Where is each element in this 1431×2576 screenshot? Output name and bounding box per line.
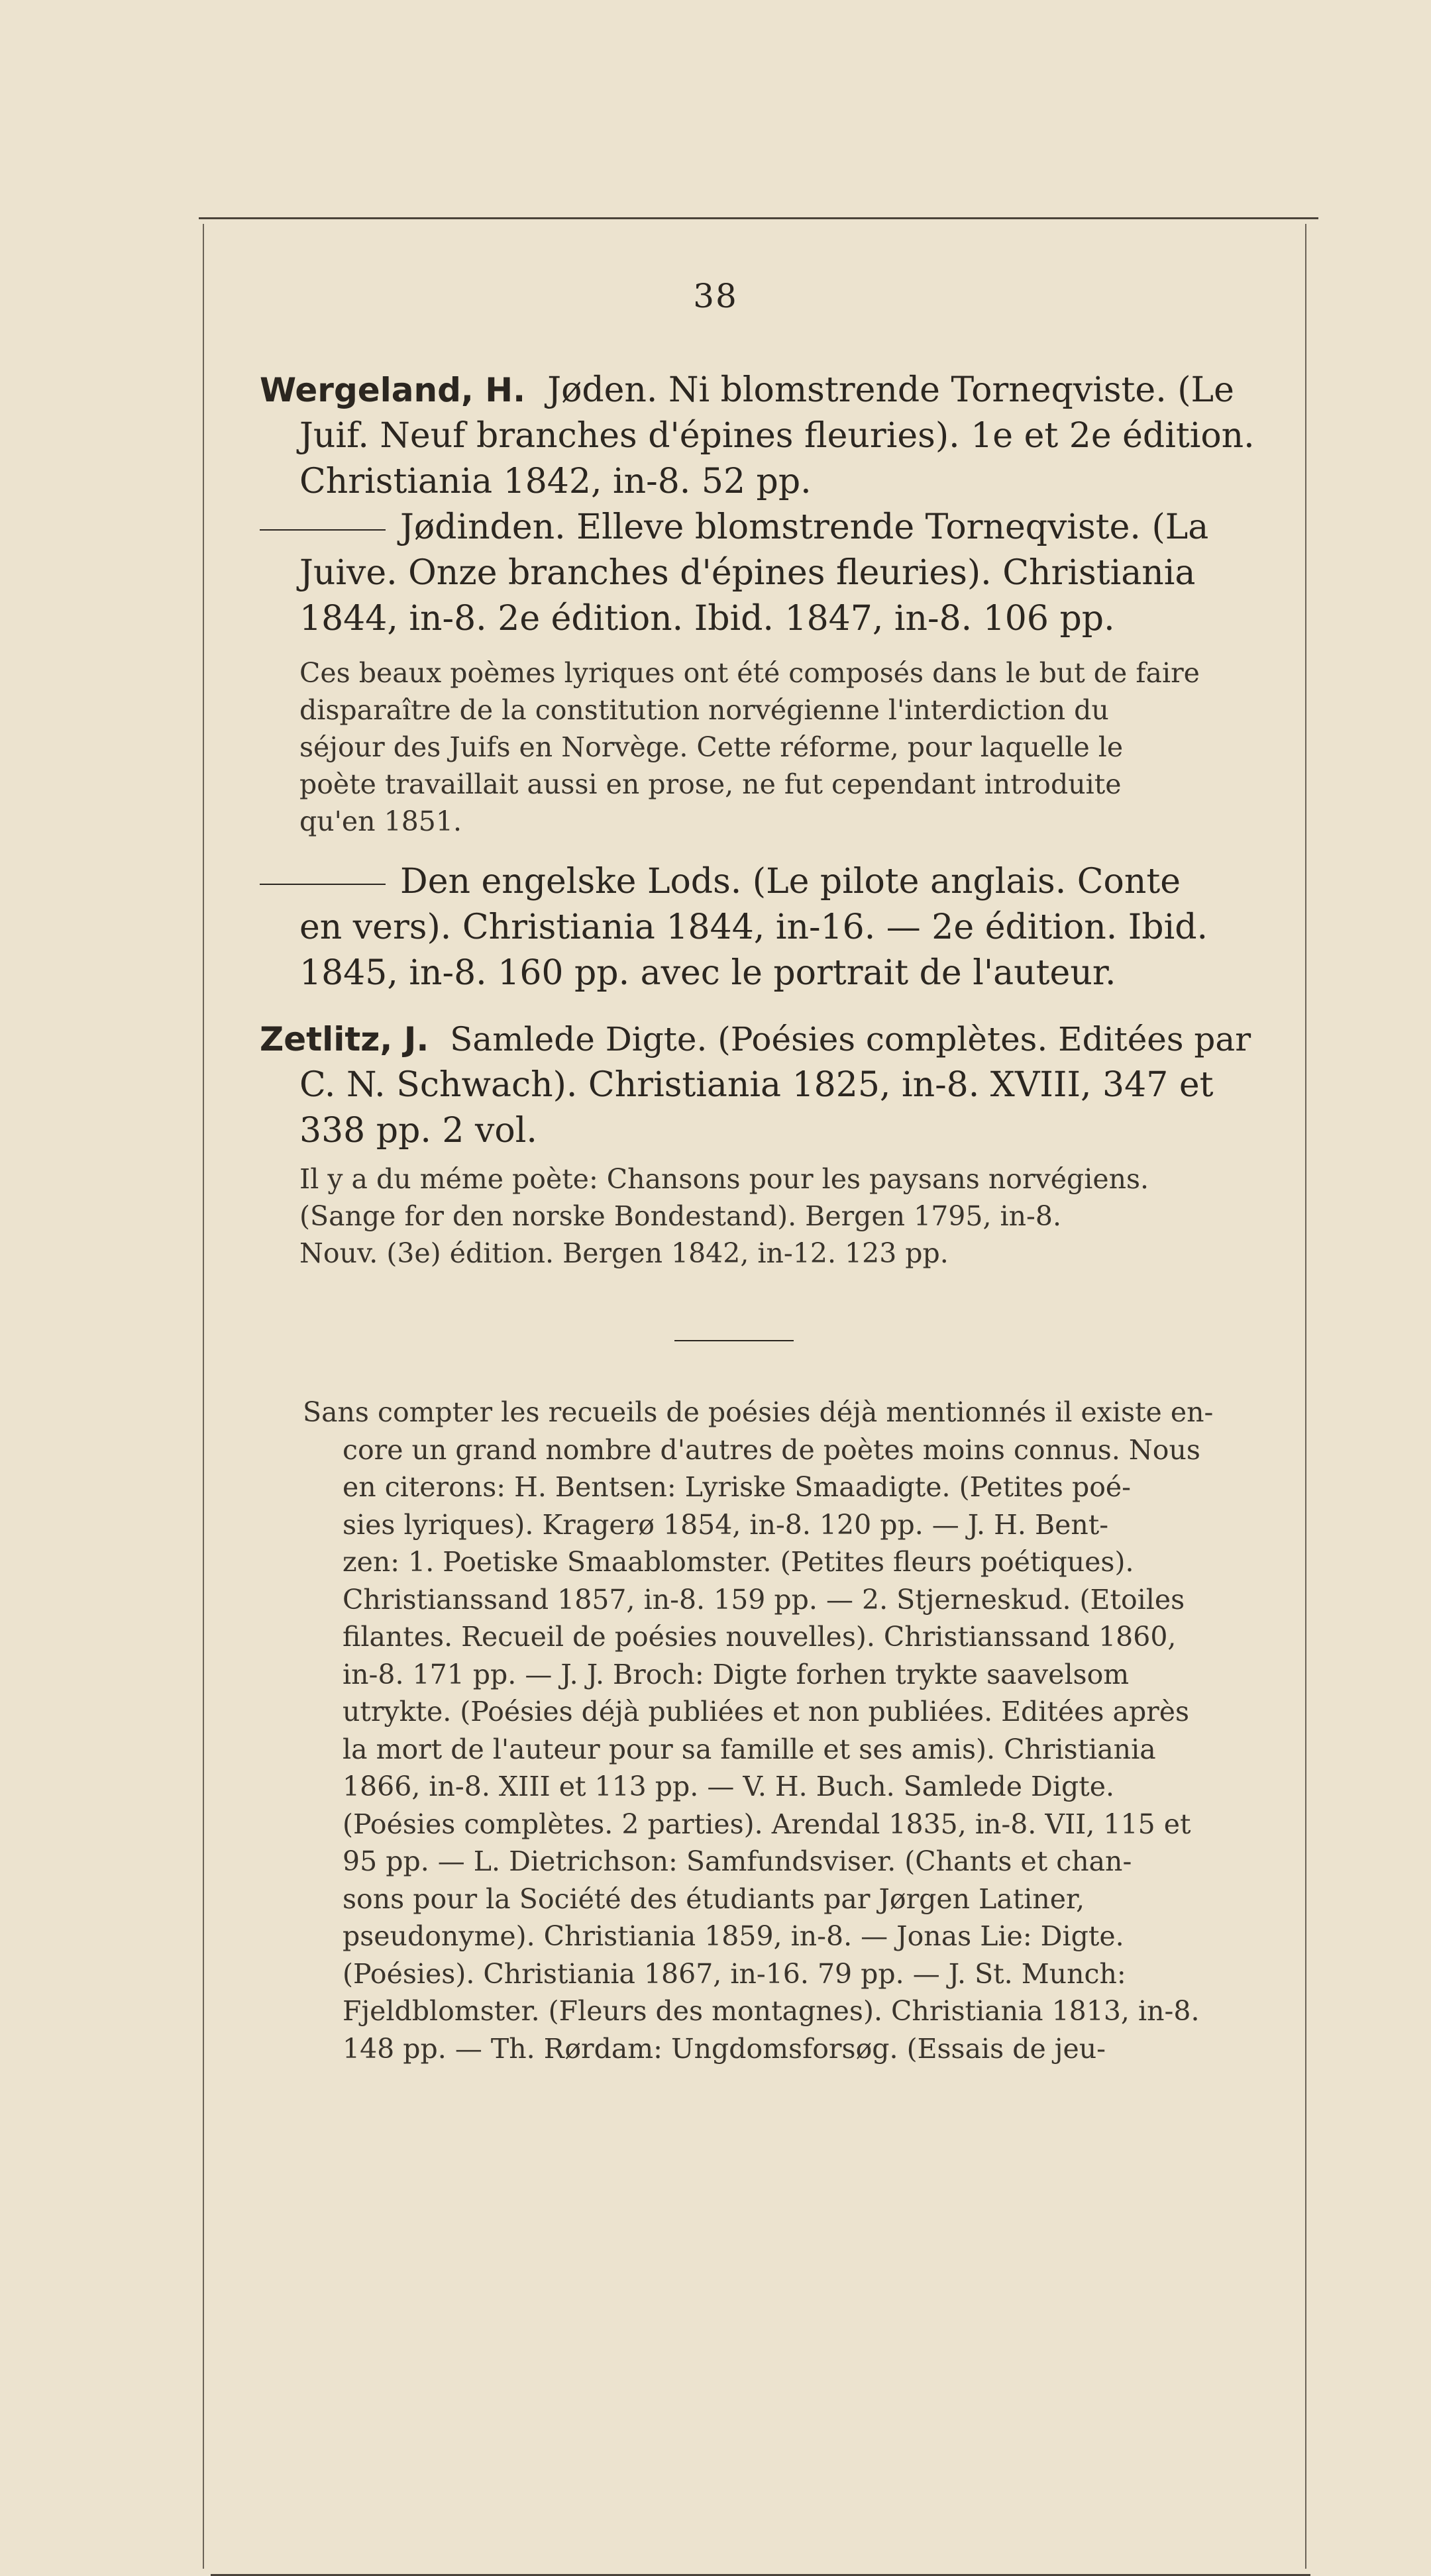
entry-line: Jødinden. Elleve blomstrende Torneqviste. (La — [260, 505, 1255, 550]
entry-line: Christiania 1842, in-8. 52 pp. — [299, 462, 812, 501]
entry-line: 1845, in-8. 160 pp. avec le portrait de l'auteur. — [299, 953, 1116, 993]
paragraph-line: en citerons: H. Bentsen: Lyriske Smaadigte. (Petites poé- — [343, 1471, 1132, 1503]
note-line: séjour des Juifs en Norvège. Cette réforme, pour laquelle le — [299, 731, 1124, 763]
entry-line: Juive. Onze branches d'épines fleuries). Christiania — [299, 553, 1196, 593]
note-line: Nouv. (3e) édition. Bergen 1842, in-12. 123 pp. — [299, 1237, 949, 1269]
entry-line: 338 pp. 2 vol. — [299, 1111, 537, 1151]
entry-line: en vers). Christiania 1844, in-16. — 2e édition. Ibid. — [299, 907, 1208, 947]
paragraph-line: in-8. 171 pp. — J. J. Broch: Digte forhen trykte saavelsom — [343, 1658, 1130, 1690]
entry-zetlitz — [260, 1017, 1255, 1154]
entry-wergeland-joden — [260, 368, 1255, 505]
paragraph-line: zen: 1. Poetiske Smaablomster. (Petites fleurs poétiques). — [343, 1546, 1134, 1578]
author-name: Zetlitz, J. — [260, 1020, 429, 1058]
paragraph-line: 148 pp. — Th. Rørdam: Ungdomsforsøg. (Essais de jeu- — [343, 2032, 1106, 2065]
page-number: 38 — [693, 277, 738, 315]
section-separator — [674, 1340, 794, 1341]
paragraph-line: 1866, in-8. XIII et 113 pp. — V. H. Buch. Samlede Digte. — [343, 1771, 1115, 1802]
paragraph-line: Sans compter les recueils de poésies déjà mentionnés il existe en- — [303, 1396, 1214, 1428]
page-frame-right — [1305, 224, 1306, 2569]
note-line: (Sange for den norske Bondestand). Bergen 1795, in-8. — [299, 1200, 1062, 1232]
note-line: qu'en 1851. — [299, 805, 462, 837]
note-jodinden — [260, 654, 1255, 840]
entry-line: Zetlitz, J. Samlede Digte. (Poésies complètes. Editées par — [260, 1020, 1251, 1058]
paragraph-line: (Poésies complètes. 2 parties). Arendal 1835, in-8. VII, 115 et — [343, 1808, 1191, 1840]
paragraph-line: pseudonyme). Christiania 1859, in-8. — Jonas Lie: Digte. — [343, 1920, 1124, 1952]
paragraph-other-poets — [260, 1394, 1255, 2067]
paragraph-line: filantes. Recueil de poésies nouvelles). Christianssand 1860, — [343, 1621, 1177, 1653]
entry-line: Wergeland, H. Jøden. Ni blomstrende Torneqviste. (Le — [260, 370, 1234, 410]
paragraph-line: Christianssand 1857, in-8. 159 pp. — 2. Stjerneskud. (Etoiles — [343, 1583, 1185, 1616]
paragraph-line: utrykte. (Poésies déjà publiées et non publiées. Editées après — [343, 1696, 1190, 1727]
entry-line: Juif. Neuf branches d'épines fleuries). 1e et 2e édition. — [299, 416, 1255, 456]
page-frame-top — [199, 217, 1318, 219]
paragraph-line: Fjeldblomster. (Fleurs des montagnes). Christiania 1813, in-8. — [343, 1995, 1200, 2027]
author-name: Wergeland, H. — [260, 371, 526, 409]
entry-line: C. N. Schwach). Christiania 1825, in-8. XVIII, 347 et — [299, 1065, 1214, 1105]
entry-wergeland-lods — [260, 859, 1255, 996]
ditto-rule — [260, 529, 386, 531]
note-line: poète travaillait aussi en prose, ne fut cependant introduite — [299, 768, 1122, 800]
paragraph-line: core un grand nombre d'autres de poètes moins connus. Nous — [343, 1433, 1200, 1466]
paragraph-line: sons pour la Société des étudiants par Jørgen Latiner, — [343, 1882, 1085, 1915]
entry-wergeland-jodinden — [260, 505, 1255, 642]
entry-line: Den engelske Lods. (Le pilote anglais. Conte — [260, 859, 1255, 905]
paragraph-line: la mort de l'auteur pour sa famille et ses amis). Christiania — [343, 1733, 1156, 1765]
note-line: Ces beaux poèmes lyriques ont été composés dans le but de faire — [299, 657, 1200, 689]
ditto-rule — [260, 884, 386, 885]
paragraph-line: sies lyriques). Kragerø 1854, in-8. 120 pp. — J. H. Bent- — [343, 1508, 1109, 1541]
paragraph-line: 95 pp. — L. Dietrichson: Samfundsviser. (Chants et chan- — [343, 1845, 1132, 1877]
entry-line: 1844, in-8. 2e édition. Ibid. 1847, in-8. 106 pp. — [299, 599, 1115, 639]
note-line: disparaître de la constitution norvégienne l'interdiction du — [299, 694, 1109, 726]
page-frame-left — [203, 224, 204, 2569]
note-line: Il y a du méme poète: Chansons pour les paysans norvégiens. — [299, 1163, 1149, 1195]
note-zetlitz — [260, 1160, 1255, 1272]
paragraph-line: (Poésies). Christiania 1867, in-16. 79 pp. — J. St. Munch: — [343, 1957, 1126, 1990]
